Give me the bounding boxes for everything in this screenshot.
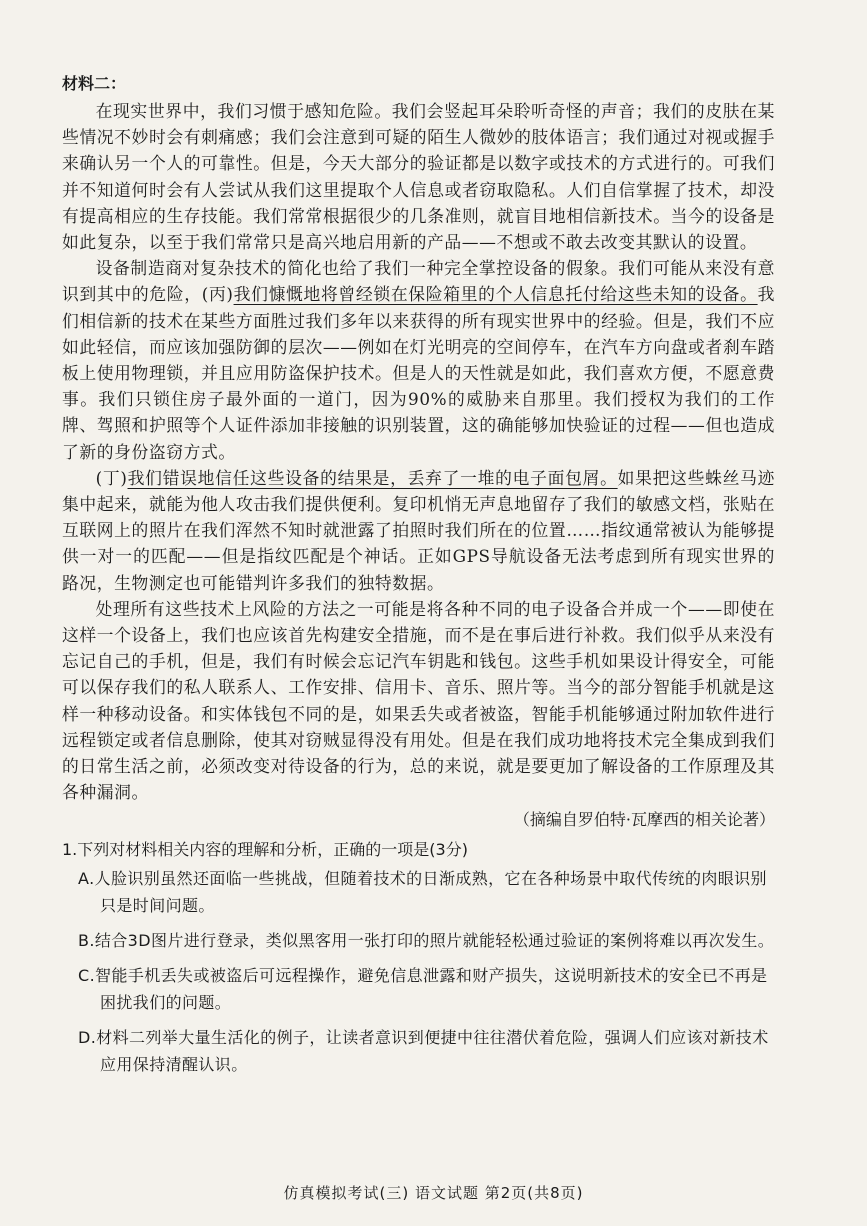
paragraph-2-lead: 设备制造商对复杂技术的简化也给了我们一种完全掌控设备的假象。我们可能从来没有意识到其中的危险，(丙) xyxy=(62,258,775,305)
option-d: D.材料二列举大量生活化的例子，让读者意识到便捷中往往潜伏着危险，强调人们应该对新技术应用保持清醒认识。 xyxy=(78,1028,769,1075)
paragraph-4 xyxy=(62,596,775,806)
option-a: A.人脸识别虽然还面临一些挑战，但随着技术的日渐成熟，它在各种场景中取代传统的肉眼识别只是时间问题。 xyxy=(78,869,767,916)
question-1 xyxy=(62,837,775,1078)
source-citation: （摘编自罗伯特·瓦摩西的相关论著） xyxy=(513,810,775,830)
paragraph-2 xyxy=(62,255,775,465)
paragraph-3-lead: (丁) xyxy=(95,467,128,488)
material-heading: 材料二： xyxy=(62,74,127,93)
paragraph-1 xyxy=(62,98,775,255)
paragraph-3 xyxy=(62,465,775,596)
question-stem: 1.下列对材料相关内容的理解和分析，正确的一项是(3分) xyxy=(62,840,468,860)
option-c: C.智能手机丢失或被盗后可远程操作，避免信息泄露和财产损失，这说明新技术的安全已不再是困扰我们的问题。 xyxy=(78,966,768,1013)
underlined-sentence-bing: 我们慷慨地将曾经锁在保险箱里的个人信息托付给这些未知的设备。 xyxy=(233,284,758,305)
option-b: B.结合3D图片进行登录，类似黑客用一张打印的照片就能轻松通过验证的案例将难以再次发生。 xyxy=(78,931,775,951)
paragraph-1-text: 在现实世界中，我们习惯于感知危险。我们会竖起耳朵聆听奇怪的声音；我们的皮肤在某些情况不妙时会有刺痛感；我们会注意到可疑的陌生人微妙的肢体语言；我们通过对视或握手来确认另一个人的可靠性。但是，今天大部分的验证都是以数字或技术的方式进行的。可我们并不知道何时会有人尝试从我们这里提取个人信息或者窃取隐私。人们自信掌握了技术，却没有提高相应的生存技能。我们常常根据很少的几条准则，就盲目地相信新技术。当今的设备是如此复杂，以至于我们常常只是高兴地启用新的产品——不想或不敢去改变其默认的设置。 xyxy=(62,101,775,253)
underlined-sentence-ding: 我们错误地信任这些设备的结果是，丢弃了一堆的电子面包屑。 xyxy=(127,467,618,488)
paragraph-4-text: 处理所有这些技术上风险的方法之一可能是将各种不同的电子设备合并成一个——即使在这样一个设备上，我们也应该首先构建安全措施，而不是在事后进行补救。我们似乎从来没有忘记自己的手机，但是，我们有时候会忘记汽车钥匙和钱包。这些手机如果设计得安全，可能可以保存我们的私人联系人、工作安排、信用卡、音乐、照片等。当今的部分智能手机就是这样一种移动设备。和实体钱包不同的是，如果丢失或者被盗，智能手机能够通过附加软件进行远程锁定或者信息删除，使其对窃贼显得没有用处。但是在我们成功地将技术完全集成到我们的日常生活之前，必须改变对待设备的行为，总的来说，就是要更加了解设备的工作原理及其各种漏洞。 xyxy=(62,598,775,803)
paragraph-3-rest: 如果把这些蛛丝马迹集中起来，就能为他人攻击我们提供便利。复印机悄无声息地留存了我们的敏感文档，张贴在互联网上的照片在我们浑然不知时就泄露了拍照时我们所在的位置……指纹通常被认为能够提供一对一的匹配——但是指纹匹配是个神话。正如GPS导航设备无法考虑到所有现实世界的路况，生物测定也可能错判许多我们的独特数据。 xyxy=(62,467,775,593)
paragraph-2-rest: 我们相信新的技术在某些方面胜过我们多年以来获得的所有现实世界中的经验。但是，我们不应如此轻信，而应该加强防御的层次——例如在灯光明亮的空间停车，在汽车方向盘或者刹车踏板上使用物理锁，并且应用防盗保护技术。但是人的天性就是如此，我们喜欢方便，不愿意费事。我们只锁住房子最外面的一道门，因为90%的威胁来自那里。我们授权为我们的工作牌、驾照和护照等个人证件添加非接触的识别装置，这的确能够加快验证的过程——但也造成了新的身份盗窃方式。 xyxy=(62,284,775,462)
page-footer: 仿真模拟考试(三) 语文试题 第2页(共8页) xyxy=(283,1184,584,1202)
